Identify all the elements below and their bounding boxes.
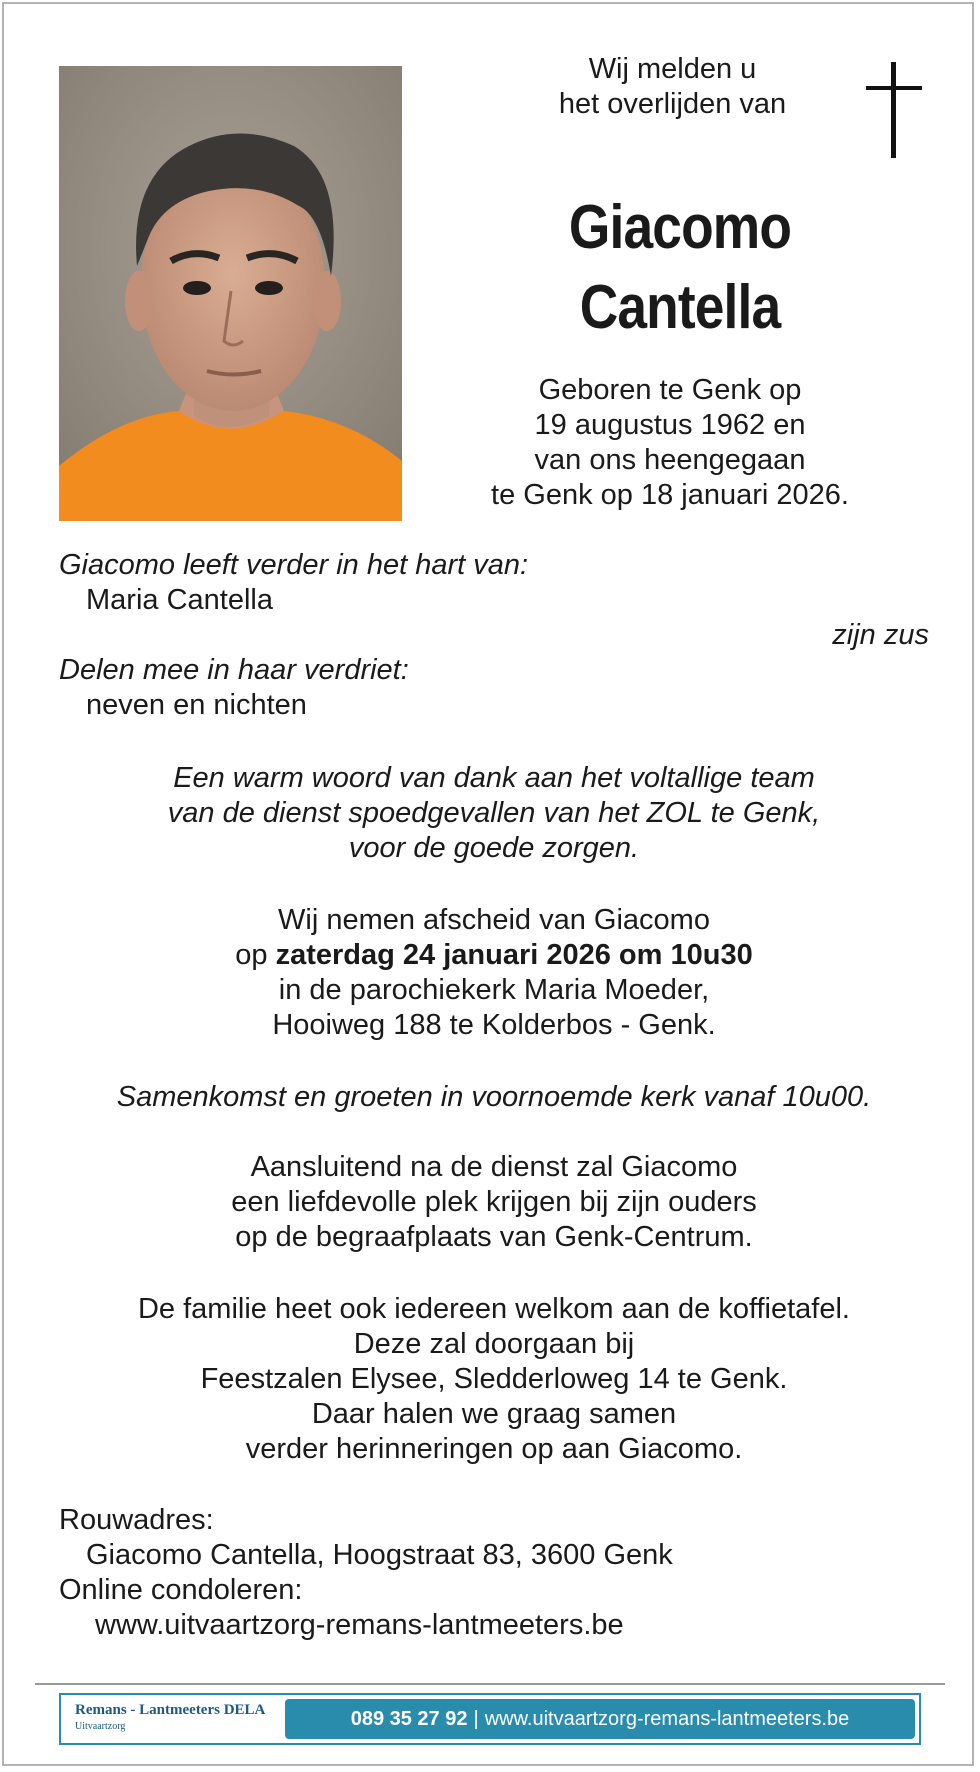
thanks-line: van de dienst spoedgevallen van het ZOL te Genk,	[167, 797, 821, 829]
ceremony-section	[59, 903, 929, 1043]
birth-line: te Genk op 18 januari 2026.	[491, 479, 849, 511]
coffee-line: De familie heet ook iedereen welkom aan de koffietafel.	[137, 1293, 850, 1325]
online-condolence-link[interactable]: www.uitvaartzorg-remans-lantmeeters.be	[95, 1609, 624, 1641]
ceremony-line: Wij nemen afscheid van Giacomo	[278, 904, 710, 936]
birth-line: Geboren te Genk op	[538, 374, 802, 406]
contact-separator: |	[473, 1708, 479, 1730]
burial-line: op de begraafplaats van Genk-Centrum.	[235, 1221, 753, 1253]
thanks-section	[59, 761, 929, 866]
family-section	[59, 548, 929, 723]
ceremony-date: zaterdag 24 januari 2026 om 10u30	[275, 939, 753, 971]
ceremony-line: in de parochiekerk Maria Moeder,	[278, 974, 710, 1006]
last-name: Cantella	[579, 273, 781, 342]
thanks-line: Een warm woord van dank aan het voltallige team	[173, 762, 815, 794]
coffee-line: Feestzalen Elysee, Sledderloweg 14 te Genk.	[200, 1363, 788, 1395]
funeral-home-logo	[75, 1702, 295, 1732]
birth-line: van ons heengegaan	[534, 444, 806, 476]
burial-section	[59, 1150, 929, 1255]
burial-line: Aansluitend na de dienst zal Giacomo	[250, 1151, 738, 1183]
coffee-line: Daar halen we graag samen	[311, 1398, 677, 1430]
family-member-name: Maria Cantella	[86, 584, 273, 616]
phone-number[interactable]: 089 35 27 92	[350, 1708, 468, 1730]
thanks-line: voor de goede zorgen.	[348, 832, 640, 864]
birth-line: 19 augustus 1962 en	[534, 409, 806, 441]
cross-icon	[866, 62, 922, 158]
first-name: Giacomo	[568, 193, 792, 262]
website-link[interactable]: www.uitvaartzorg-remans-lantmeeters.be	[484, 1708, 850, 1730]
burial-line: een liefdevolle plek krijgen bij zijn ouders	[231, 1186, 757, 1218]
family-member-relation: zijn zus	[832, 619, 929, 651]
address-section	[59, 1503, 929, 1643]
address-value: Giacomo Cantella, Hoogstraat 83, 3600 Genk	[86, 1539, 673, 1571]
ceremony-line: Hooiweg 188 te Kolderbos - Genk.	[272, 1009, 716, 1041]
gathering-line: Samenkomst en groeten in voornoemde kerk vanaf 10u00.	[116, 1081, 872, 1113]
announcement-intro	[480, 52, 865, 122]
intro-line: Wij melden u	[588, 53, 757, 85]
logo-name: Remans - Lantmeeters DELA	[75, 1702, 266, 1718]
deceased-name	[508, 188, 852, 348]
contact-bar	[285, 1699, 915, 1739]
logo-subtitle: Uitvaartzorg	[75, 1721, 126, 1732]
online-condolence-label: Online condoleren:	[59, 1574, 303, 1606]
intro-line: het overlijden van	[558, 88, 787, 120]
gathering-note	[59, 1080, 929, 1115]
footer-divider	[35, 1683, 945, 1685]
share-people: neven en nichten	[86, 689, 307, 721]
coffee-line: Deze zal doorgaan bij	[353, 1328, 635, 1360]
share-heading: Delen mee in haar verdriet:	[59, 654, 409, 686]
birth-death-info	[450, 373, 890, 513]
coffee-line: verder herinneringen op aan Giacomo.	[245, 1433, 743, 1465]
ceremony-datetime	[59, 938, 929, 973]
ceremony-prefix: op	[235, 939, 276, 971]
funeral-home-footer	[59, 1693, 921, 1745]
coffee-section	[59, 1292, 929, 1467]
family-heading: Giacomo leeft verder in het hart van:	[59, 549, 529, 581]
address-label: Rouwadres:	[59, 1504, 214, 1536]
portrait-photo	[59, 66, 402, 521]
